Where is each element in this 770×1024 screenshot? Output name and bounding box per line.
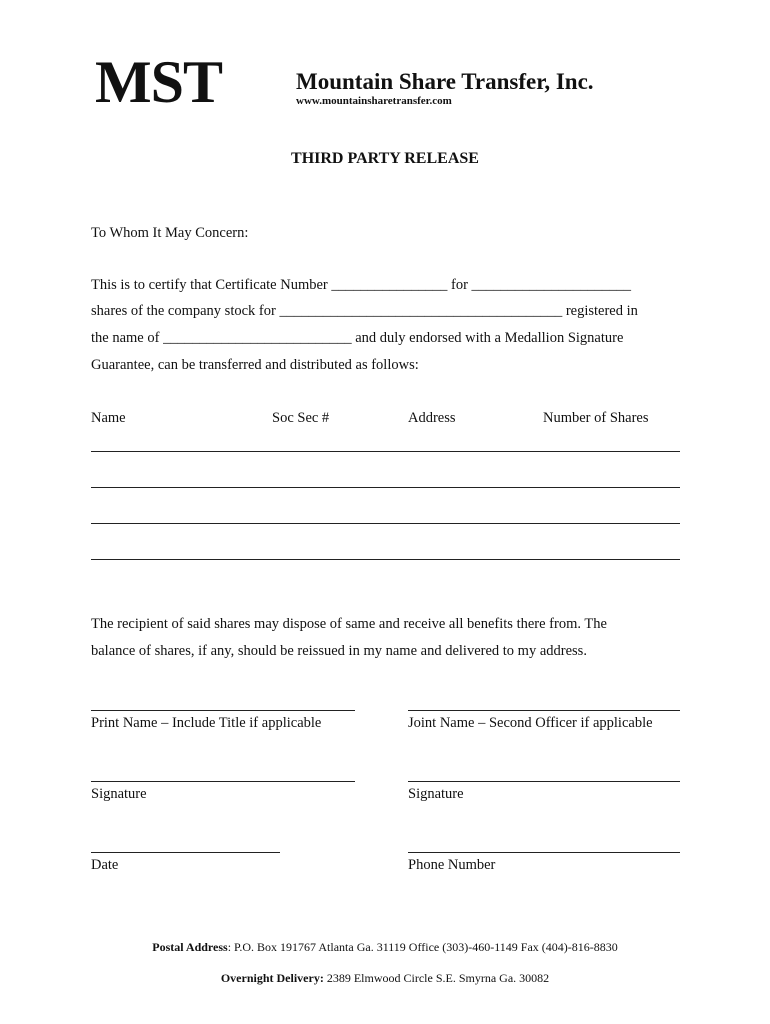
date-line[interactable] — [91, 852, 280, 853]
phone-label: Phone Number — [408, 857, 496, 873]
column-header-name: Name — [91, 410, 126, 426]
date-label: Date — [91, 857, 119, 873]
footer-overnight-label: Overnight Delivery: — [220, 971, 324, 985]
joint-name-label: Joint Name – Second Officer if applicable — [408, 715, 653, 731]
certify-line-4: Guarantee, can be transferred and distributed as follows: — [91, 357, 419, 373]
salutation: To Whom It May Concern: — [91, 225, 249, 241]
certify-line-3: the name of __________________________ and duly endorsed with a Medallion Signature — [91, 330, 624, 346]
phone-line[interactable] — [408, 852, 680, 853]
footer-overnight-delivery — [0, 972, 770, 984]
certify-line-2: shares of the company stock for _______________________________________ registered in — [91, 303, 638, 319]
certify-line-1: This is to certify that Certificate Number ________________ for ______________________ — [91, 277, 632, 293]
closing-line-1: The recipient of said shares may dispose of same and receive all benefits there from. The — [91, 616, 607, 632]
column-header-shares: Number of Shares — [543, 410, 649, 426]
closing-line-2: balance of shares, if any, should be reissued in my name and delivered to my address. — [91, 643, 587, 659]
entry-line-1[interactable] — [91, 451, 680, 452]
entry-line-4[interactable] — [91, 559, 680, 560]
entry-line-2[interactable] — [91, 487, 680, 488]
signature-left-line[interactable] — [91, 781, 355, 782]
entry-line-3[interactable] — [91, 523, 680, 524]
footer-postal-text: : P.O. Box 191767 Atlanta Ga. 31119 Office (303)-460-1149 Fax (404)-816-8830 — [227, 940, 618, 954]
joint-name-line[interactable] — [408, 710, 680, 711]
print-name-line[interactable] — [91, 710, 355, 711]
company-name: Mountain Share Transfer, Inc. — [296, 69, 594, 94]
signature-right-label: Signature — [408, 786, 464, 802]
footer-postal-label: Postal Address — [152, 940, 228, 954]
column-header-ssn: Soc Sec # — [272, 410, 330, 426]
footer-postal-address — [0, 941, 770, 953]
company-website: www.mountainsharetransfer.com — [296, 95, 452, 107]
column-header-address: Address — [408, 410, 456, 426]
signature-right-line[interactable] — [408, 781, 680, 782]
footer-overnight-text: 2389 Elmwood Circle S.E. Smyrna Ga. 30082 — [323, 971, 550, 985]
document-title: THIRD PARTY RELEASE — [291, 150, 479, 167]
print-name-label: Print Name – Include Title if applicable — [91, 715, 322, 731]
signature-left-label: Signature — [91, 786, 147, 802]
company-logo: MST — [95, 49, 223, 115]
